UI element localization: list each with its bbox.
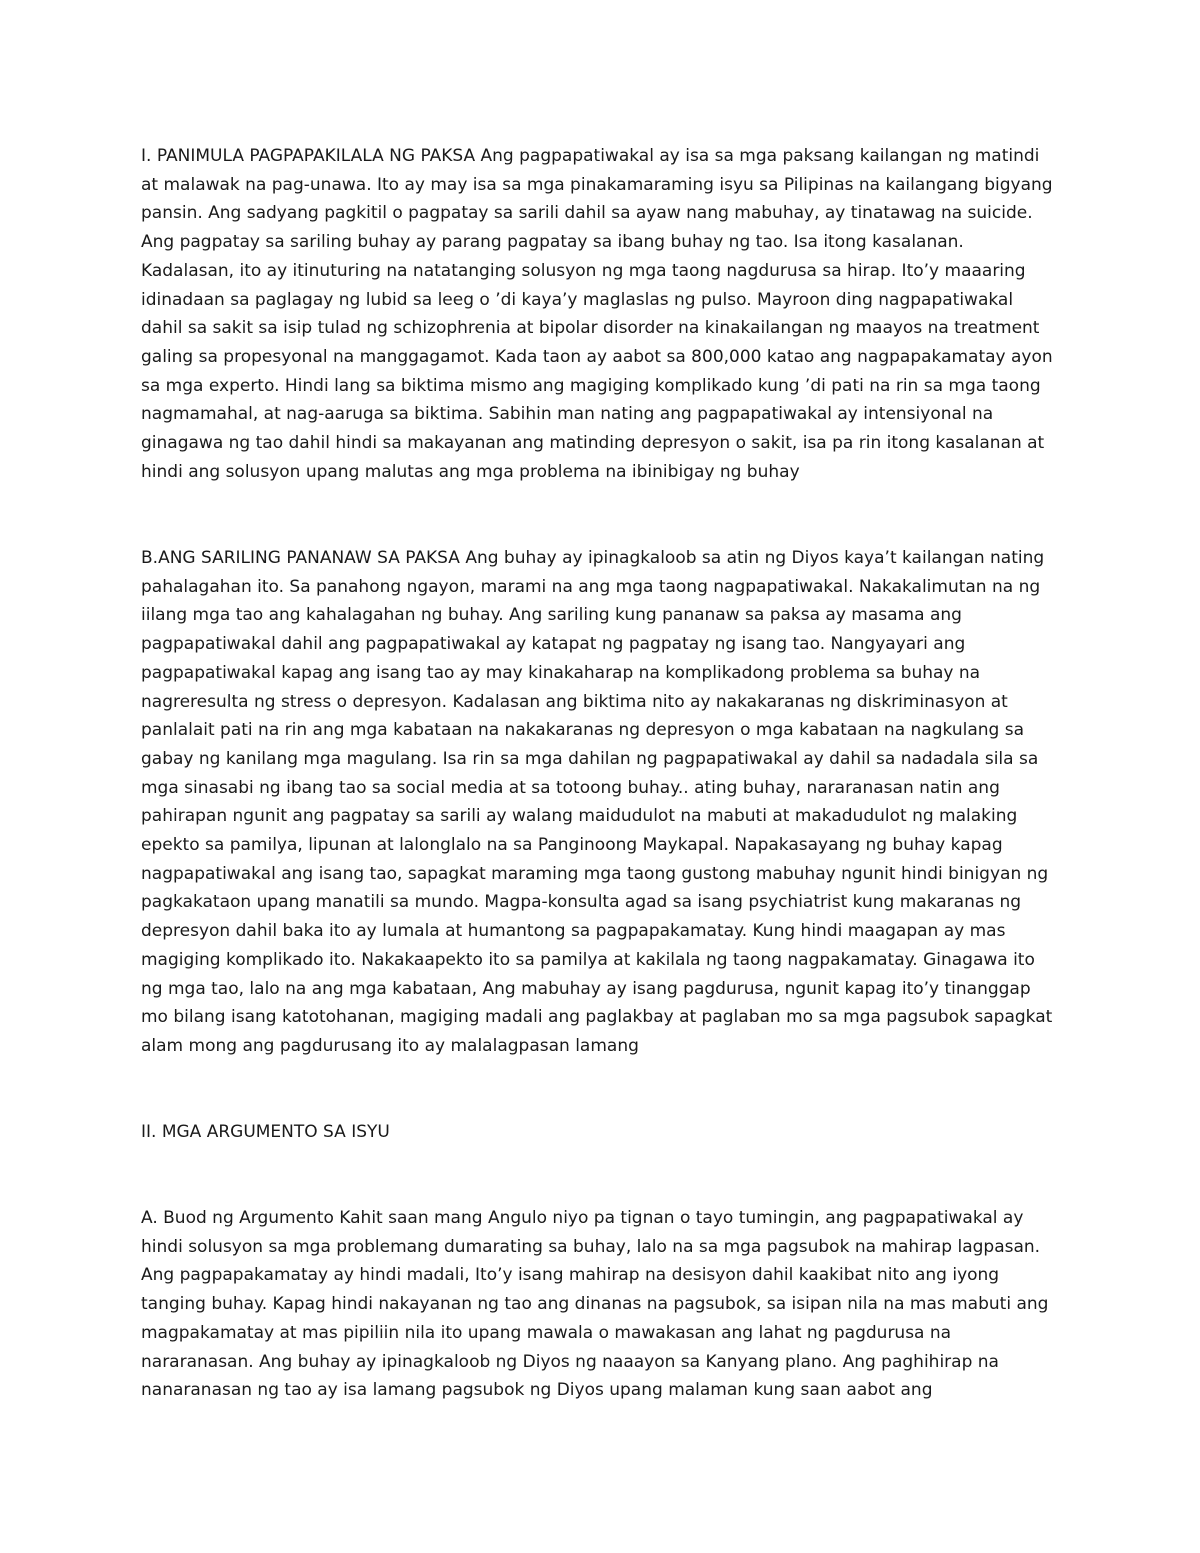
paragraph-introduction: [141, 142, 1071, 486]
text-line: nagpapatiwakal ang isang tao, sapagkat maraming mga taong gustong mabuhay ngunit hindi binigyan ng: [141, 863, 1049, 884]
text-line: pagkakataon upang manatili sa mundo. Magpa-konsulta agad sa isang psychiatrist kung makaranas ng: [141, 892, 1022, 913]
text-line: A. Buod ng Argumento Kahit saan mang Angulo niyo pa tignan o tayo tumingin, ang pagpapatiwakal ay: [141, 1208, 1024, 1228]
text-line: pagpapatiwakal dahil ang pagpapatiwakal ay katapat ng pagpatay ng isang tao. Nangyayari ang: [141, 634, 966, 655]
text-line: Ang pagpapakamatay ay hindi madali, Ito’y isang mahirap na desisyon dahil kaakibat nito ang iyong: [141, 1265, 1000, 1286]
text-line: depresyon dahil baka ito ay lumala at humantong sa pagpapakamatay. Kung hindi maagapan ay mas: [141, 921, 1006, 942]
text-line: pahalagahan ito. Sa panahong ngayon, marami na ang mga taong nagpapatiwakal. Nakakalimutan na ng: [141, 576, 1041, 597]
text-line: panlalait pati na rin ang mga kabataan na nakakaranas ng depresyon o mga kabataan na nagkulang sa: [141, 720, 1024, 741]
text-line: nanaranasan ng tao ay isa lamang pagsubok ng Diyos upang malaman kung saan aabot ang: [141, 1380, 933, 1401]
heading-text: II. MGA ARGUMENTO SA ISYU: [141, 1122, 390, 1142]
text-line: nagreresulta ng stress o depresyon. Kadalasan ang biktima nito ay nakakaranas ng diskriminasyon at: [141, 691, 1008, 712]
text-line: dahil sa sakit sa isip tulad ng schizophrenia at bipolar disorder na kinakailangan ng maayos na treatment: [141, 318, 1040, 339]
text-line: I. PANIMULA PAGPAPAKILALA NG PAKSA Ang pagpapatiwakal ay isa sa mga paksang kailangan ng matindi: [141, 146, 1040, 166]
section-heading-arguments: [141, 1118, 1071, 1147]
text-line: magiging komplikado ito. Nakakaapekto ito sa pamilya at kakilala ng taong nagpakamatay. Ginagawa ito: [141, 949, 1035, 970]
text-line: mga sinasabi ng ibang tao sa social media at sa totoong buhay.. ating buhay, nararanasan natin ang: [141, 777, 1000, 798]
paragraph-argument-summary: [141, 1204, 1071, 1405]
text-line: ginagawa ng tao dahil hindi sa makayanan ang matinding depresyon o sakit, isa pa rin itong kasalanan at: [141, 433, 1045, 454]
text-line: galing sa propesyonal na manggagamot. Kada taon ay aabot sa 800,000 katao ang nagpapakamatay ayon: [141, 346, 1053, 367]
text-line: ng mga tao, lalo na ang mga kabataan, Ang mabuhay ay isang pagdurusa, ngunit kapag ito’y tinanggap: [141, 978, 1031, 999]
text-line: tanging buhay. Kapag hindi nakayanan ng tao ang dinanas na pagsubok, sa isipan nila na mas mabuti ang: [141, 1294, 1049, 1315]
text-line: Ang pagpatay sa sariling buhay ay parang pagpatay sa ibang buhay ng tao. Isa itong kasalanan.: [141, 232, 964, 253]
text-line: nagmamahal, at nag-aaruga sa biktima. Sabihin man nating ang pagpapatiwakal ay intensiyonal na: [141, 404, 994, 425]
text-line: pagpapatiwakal kapag ang isang tao ay may kinakaharap na komplikadong problema sa buhay na: [141, 662, 981, 683]
text-line: at malawak na pag-unawa. Ito ay may isa sa mga pinakamaraming isyu sa Pilipinas na kailangang bigyang: [141, 174, 1053, 195]
text-line: B.ANG SARILING PANANAW SA PAKSA Ang buhay ay ipinagkaloob sa atin ng Diyos kaya’t kailangan nating: [141, 548, 1045, 568]
text-line: alam mong ang pagdurusang ito ay malalagpasan lamang: [141, 1035, 639, 1056]
text-line: pahirapan ngunit ang pagpatay sa sarili ay walang maidudulot na mabuti at makadudulot ng malaking: [141, 806, 1018, 827]
text-line: gabay ng kanilang mga magulang. Isa rin sa mga dahilan ng pagpapatiwakal ay dahil sa nadadala sila sa: [141, 748, 1039, 769]
text-line: sa mga experto. Hindi lang sa biktima mismo ang magiging komplikado kung ’di pati na rin sa mga taong: [141, 375, 1041, 396]
text-line: pansin. Ang sadyang pagkitil o pagpatay sa sarili dahil sa ayaw nang mabuhay, ay tinatawag na suicide.: [141, 203, 1033, 224]
text-line: mo bilang isang katotohanan, magiging madali ang paglakbay at paglaban mo sa mga pagsubok sapagkat: [141, 1007, 1053, 1028]
text-line: hindi solusyon sa mga problemang dumarating sa buhay, lalo na sa mga pagsubok na mahirap lagpasan.: [141, 1236, 1041, 1257]
text-line: magpakamatay at mas pipiliin nila ito upang mawala o mawakasan ang lahat ng pagdurusa na: [141, 1322, 952, 1343]
text-line: Kadalasan, ito ay itinuturing na natatanging solusyon ng mga taong nagdurusa sa hirap. Ito’y maaaring: [141, 260, 1026, 281]
text-line: nararanasan. Ang buhay ay ipinagkaloob ng Diyos ng naaayon sa Kanyang plano. Ang paghihirap na: [141, 1351, 999, 1372]
text-line: idinadaan sa paglagay ng lubid sa leeg o ’di kaya’y maglaslas ng pulso. Mayroon ding nagpapatiwakal: [141, 289, 1014, 310]
paragraph-own-view: [141, 544, 1071, 1061]
text-line: iilang mga tao ang kahalagahan ng buhay. Ang sariling kung pananaw sa paksa ay masama ang: [141, 605, 962, 626]
text-line: epekto sa pamilya, lipunan at lalonglalo na sa Panginoong Maykapal. Napakasayang ng buhay kapag: [141, 835, 1003, 856]
text-line: hindi ang solusyon upang malutas ang mga problema na ibinibigay ng buhay: [141, 461, 800, 482]
